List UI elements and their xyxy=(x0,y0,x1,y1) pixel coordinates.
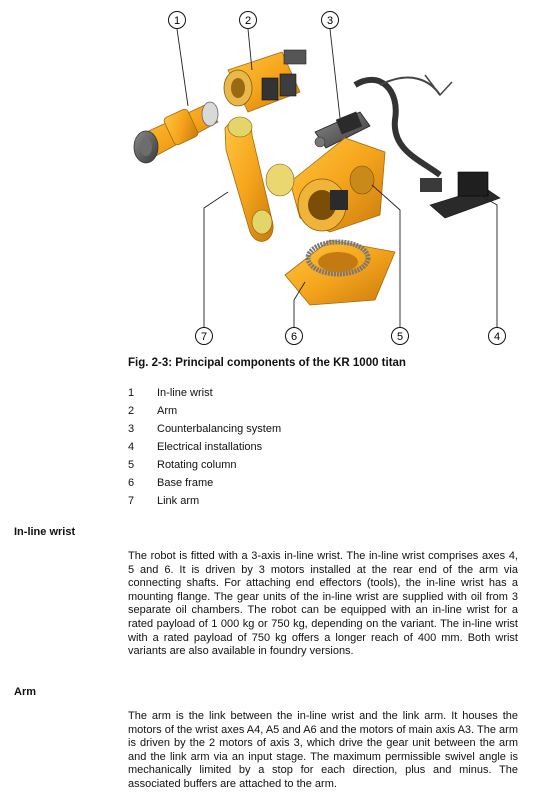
callout-6 xyxy=(286,328,303,345)
callout-4 xyxy=(489,328,506,345)
legend-label: Arm xyxy=(157,405,178,417)
legend-number: 4 xyxy=(128,441,135,453)
legend-number: 7 xyxy=(128,495,135,507)
legend-number: 3 xyxy=(128,423,135,435)
svg-text:3: 3 xyxy=(326,15,334,27)
svg-text:2: 2 xyxy=(244,15,252,27)
callout-1 xyxy=(169,12,186,29)
legend-item xyxy=(128,492,281,510)
legend-number: 2 xyxy=(128,405,135,417)
figure-caption: Fig. 2-3: Principal components of the KR 1000 titan xyxy=(128,357,406,369)
components-figure xyxy=(0,0,535,352)
legend-item xyxy=(128,402,281,420)
arm-illustration xyxy=(224,50,306,112)
components-legend xyxy=(128,384,281,510)
legend-number: 5 xyxy=(128,459,135,471)
svg-text:6: 6 xyxy=(290,331,298,343)
legend-number: 6 xyxy=(128,477,135,489)
svg-text:4: 4 xyxy=(493,331,501,343)
link-arm-illustration xyxy=(225,117,294,241)
svg-text:7: 7 xyxy=(200,331,208,343)
section-body-inline-wrist: The robot is fitted with a 3-axis in-line wrist. The in-line wrist comprises axes 4, 5 and 6. It is driven by 3 motors installed at the rear end of the arm via connecting shafts. For attaching end effectors (tools), the in-line wrist has a mounting flange. The gear units of the in-line wrist are supplied with oil from 3 separate oil chambers. The robot can be equipped with an in-line wrist for a rated payload of 1 000 kg or 750 kg, depending on the variant. The in-line wrist with a rated payload of 750 kg offers a longer reach of 400 mm. Both wrist variants are also available in foundry versions. xyxy=(128,550,518,658)
legend-item xyxy=(128,456,281,474)
section-heading-arm: Arm xyxy=(14,686,37,698)
rotating-column-illustration xyxy=(290,138,385,232)
legend-label: Rotating column xyxy=(157,459,237,471)
legend-item xyxy=(128,384,281,402)
svg-text:1: 1 xyxy=(173,15,181,27)
callout-3 xyxy=(322,12,339,29)
legend-item xyxy=(128,420,281,438)
base-frame-illustration xyxy=(285,240,395,305)
section-body-arm: The arm is the link between the in-line wrist and the link arm. It houses the motors of the wrist axes A4, A5 and A6 and the motors of main axis A3. The arm is driven by the 2 motors of axis 3, which drive the gear unit between the arm and the link arm via an input stage. The maximum permissible swivel angle is mechanically limited by a stop for each direction, plus and minus. The associated buffers are attached to the arm. xyxy=(128,710,518,790)
legend-label: Link arm xyxy=(157,495,200,507)
section-heading-inline-wrist: In-line wrist xyxy=(14,526,76,538)
legend-label: Electrical installations xyxy=(157,441,263,453)
legend-number: 1 xyxy=(128,387,135,399)
legend-item xyxy=(128,474,281,492)
legend-item xyxy=(128,438,281,456)
legend-label: Counterbalancing system xyxy=(157,423,282,435)
callout-7 xyxy=(196,328,213,345)
svg-text:5: 5 xyxy=(396,331,404,343)
callout-5 xyxy=(392,328,409,345)
callout-2 xyxy=(240,12,257,29)
legend-label: Base frame xyxy=(157,477,214,489)
inline-wrist-illustration xyxy=(134,102,218,163)
legend-label: In-line wrist xyxy=(157,387,213,399)
